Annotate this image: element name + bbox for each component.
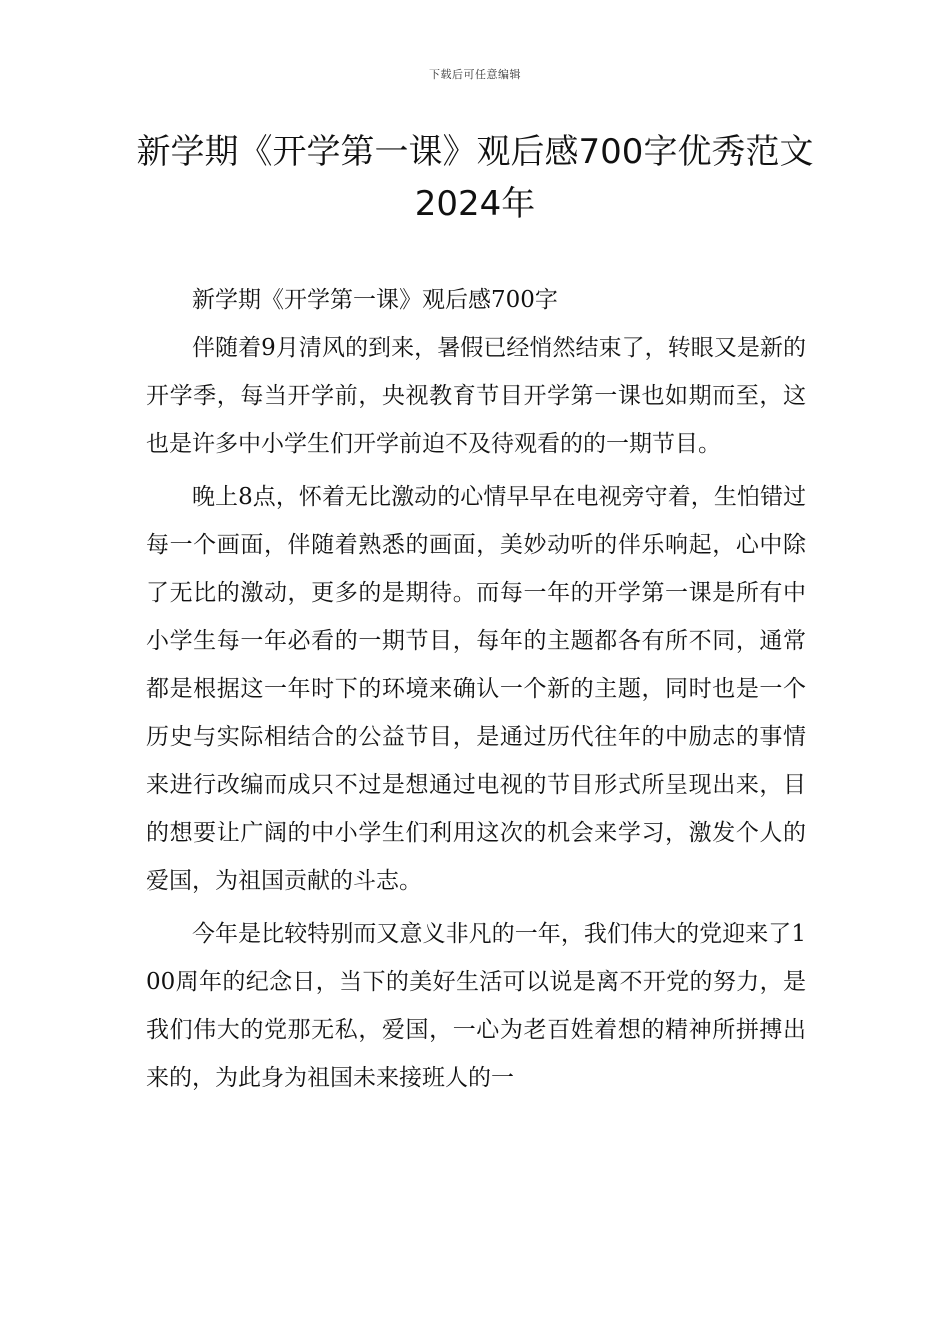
header-note: 下载后可任意编辑 <box>429 68 521 81</box>
paragraph-3: 今年是比较特别而又意义非凡的一年，我们伟大的党迎来了100周年的纪念日，当下的美好生活可以说是离不开党的努力，是我们伟大的党那无私，爱国，一心为老百姓着想的精神所拼搏出来的，为此身为祖国未来接班人的一 <box>146 921 806 1091</box>
document-title: 新学期《开学第一课》观后感700字优秀范文2024年 <box>136 132 814 224</box>
paragraph-1: 伴随着9月清风的到来，暑假已经悄然结束了，转眼又是新的开学季，每当开学前，央视教育节目开学第一课也如期而至，这也是许多中小学生们开学前迫不及待观看的的一期节目。 <box>146 335 806 457</box>
document-subtitle: 新学期《开学第一课》观后感700字 <box>192 287 558 313</box>
paragraph-2: 晚上8点，怀着无比激动的心情早早在电视旁守着，生怕错过每一个画面，伴随着熟悉的画面，美妙动听的伴乐响起，心中除了无比的激动，更多的是期待。而每一年的开学第一课是所有中小学生每一年必看的一期节目，每年的主题都各有所不同，通常都是根据这一年时下的环境来确认一个新的主题，同时也是一个历史与实际相结合的公益节目，是通过历代往年的中励志的事情来进行改编而成只不过是想通过电视的节目形式所呈现出来，目的想要让广阔的中小学生们利用这次的机会来学习，激发个人的爱国，为祖国贡献的斗志。 <box>146 484 806 894</box>
document-body <box>146 276 806 1107</box>
